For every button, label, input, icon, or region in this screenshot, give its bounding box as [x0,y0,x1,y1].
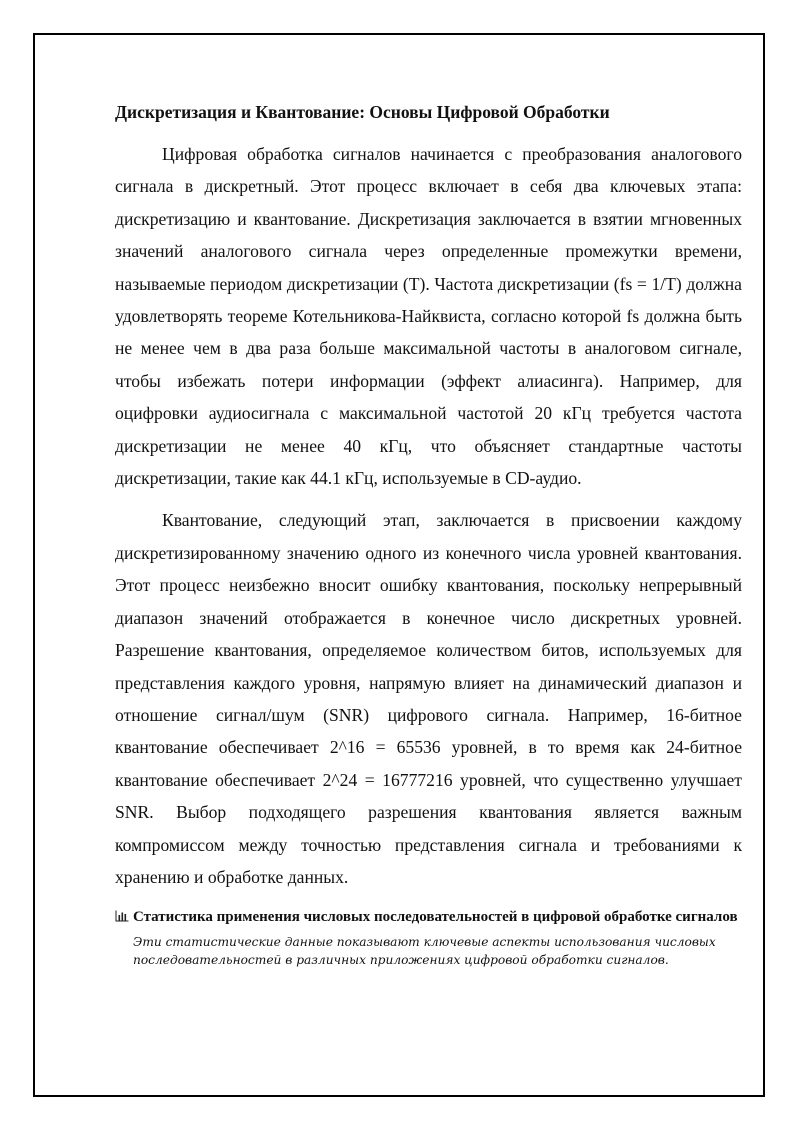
statistics-section [115,907,742,969]
paragraph-sampling: Цифровая обработка сигналов начинается с преобразования аналогового сигнала в дискретный. Этот процесс включает в себя два ключевых этапа: дискретизацию и квантование. Дискретизация заключается в взятии мгновенных значений аналогового сигнала через определенные промежутки времени, называемые периодом дискретизации (T). Частота дискретизации (fs = 1/T) должна удовлетворять теореме Котельникова-Найквиста, согласно которой fs должна быть не менее чем в два раза больше максимальной частоты в аналоговом сигнале, чтобы избежать потери информации (эффект алиасинга). Например, для оцифровки аудиосигнала с максимальной частотой 20 кГц требуется частота дискретизации не менее 40 кГц, что объясняет стандартные частоты дискретизации, такие как 44.1 кГц, используемые в CD-аудио. [115,144,742,489]
paragraph-quantization: Квантование, следующий этап, заключается в присвоении каждому дискретизированному значению одного из конечного числа уровней квантования. Этот процесс неизбежно вносит ошибку квантования, поскольку непрерывный диапазон значений отображается в конечное число дискретных уровней. Разрешение квантования, определяемое количеством битов, используемых для представления каждого уровня, напрямую влияет на динамический диапазон и отношение сигнал/шум (SNR) цифрового сигнала. Например, 16-битное квантование обеспечивает 2^16 = 65536 уровней, в то время как 24-битное квантование обеспечивает 2^24 = 16777216 уровней, что существенно улучшает SNR. Выбор подходящего разрешения квантования является важным компромиссом между точностью представления сигнала и требованиями к хранению и обработке данных. [115,510,742,887]
statistics-title-text: Статистика применения числовых последовательностей в цифровой обработке сигналов [133,909,738,926]
statistics-title [115,907,742,927]
document-heading: Дискретизация и Квантование: Основы Цифровой Обработки [115,102,610,122]
bar-chart-icon [115,908,129,920]
document-body [115,100,742,969]
statistics-description: Эти статистические данные показывают ключевые аспекты использования числовых последовательностей в различных приложениях цифровой обработки сигналов. [133,935,716,968]
